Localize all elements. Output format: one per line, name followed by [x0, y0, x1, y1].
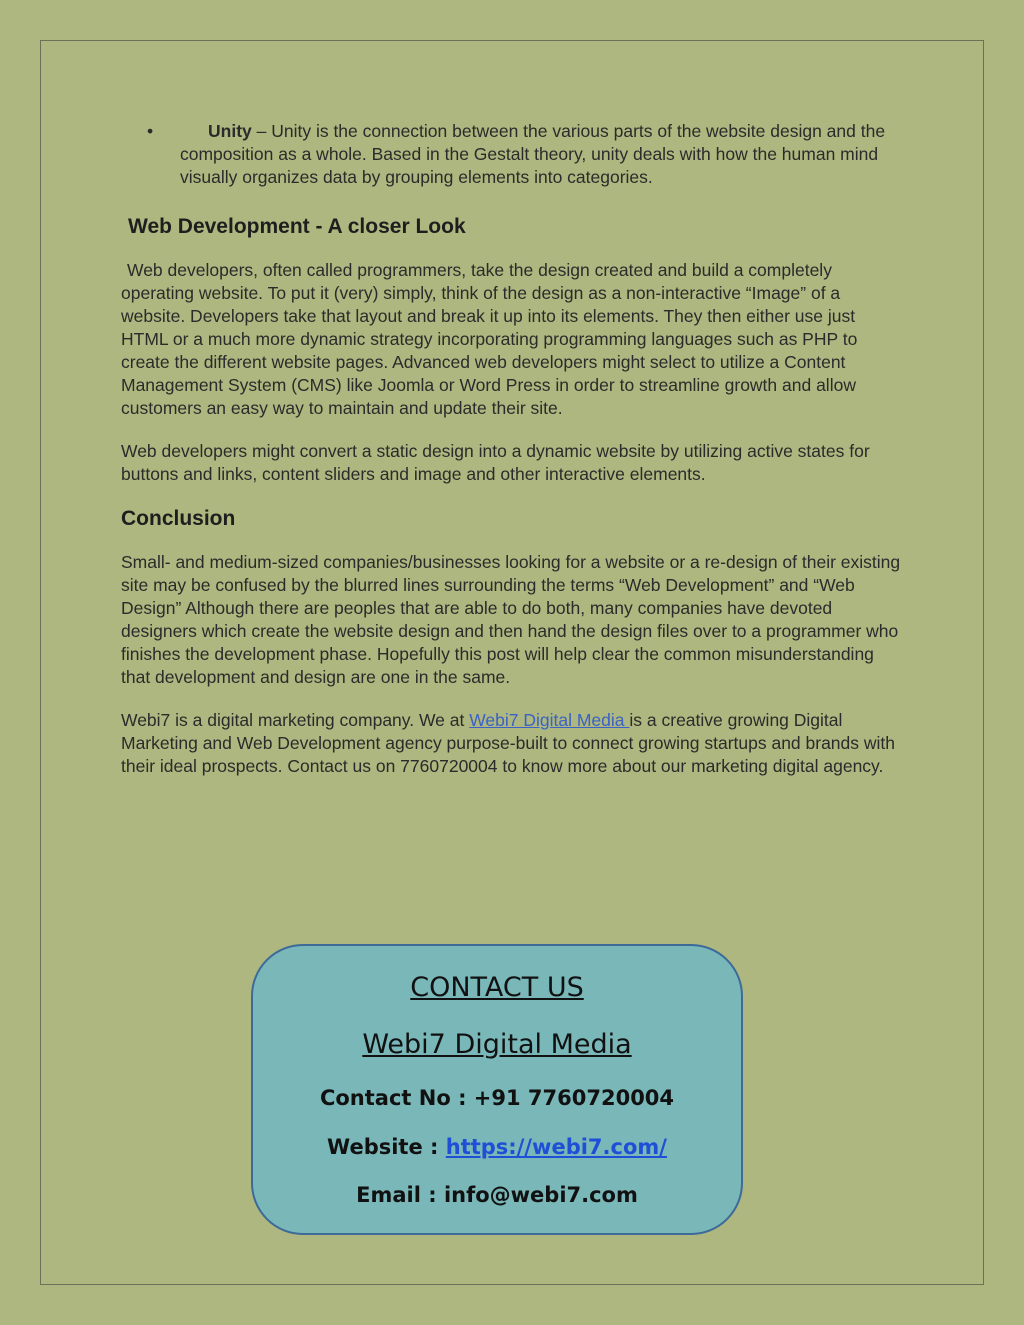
contact-phone-label: Contact No : [319, 1086, 474, 1110]
web-development-paragraph-2: Web developers might convert a static design into a dynamic website by utilizing active states for buttons and links, content sliders and image and other interactive elements. [121, 441, 870, 484]
contact-email-address: info@webi7.com [443, 1183, 638, 1207]
webi7-digital-media-link[interactable]: Webi7 Digital Media [469, 710, 630, 730]
unity-bullet-item [121, 120, 906, 189]
bullet-icon: • [147, 121, 154, 141]
web-development-heading: Web Development - A closer Look [128, 215, 466, 238]
document-content [121, 120, 906, 778]
conclusion-heading: Conclusion [121, 507, 236, 530]
contact-phone-number: +91 7760720004 [473, 1086, 675, 1110]
contact-website-link[interactable]: https://webi7.com/ [445, 1135, 667, 1159]
conclusion-paragraph-2-start: Webi7 is a digital marketing company. We at [121, 710, 470, 730]
conclusion-paragraph-2-end: is a creative growing Digital Marketing and Web Development agency purpose-built to connect growing startups and brands with their ideal prospects. Contact us on 7760720004 to know more about our marketing digital agency. [121, 710, 896, 776]
web-development-paragraph-1: Web developers, often called programmers, take the design created and build a completely operating website. To put it (very) simply, think of the design as a non-interactive “Image” of a website. Developers take that layout and break it up into its elements. They then either use just HTML or a much more dynamic strategy incorporating programming languages such as PHP to create the different website pages. Advanced web developers might select to utilize a Content Management System (CMS) like Joomla or Word Press in order to streamline growth and allow customers an easy way to maintain and update their site. [121, 260, 858, 418]
contact-company-name: Webi7 Digital Media [362, 1029, 632, 1060]
contact-phone [253, 1083, 741, 1113]
unity-term: Unity [208, 121, 252, 141]
contact-website-label: Website : [327, 1135, 446, 1159]
contact-email-label: Email : [356, 1183, 444, 1207]
conclusion-paragraph-2 [121, 709, 906, 778]
unity-text [180, 120, 906, 189]
contact-website [253, 1132, 741, 1162]
contact-email [253, 1180, 741, 1210]
unity-description: – Unity is the connection between the various parts of the website design and the composition as a whole. Based in the Gestalt theory, unity deals with how the human mind visually organizes data by grouping elements into categories. [180, 121, 886, 187]
contact-box [251, 944, 743, 1235]
conclusion-paragraph-1: Small- and medium-sized companies/businesses looking for a website or a re-design of their existing site may be confused by the blurred lines surrounding the terms “Web Development” and “Web Design” Although there are peoples that are able to do both, many companies have devoted designers which create the website design and then hand the design files over to a programmer who finishes the development phase. Hopefully this post will help clear the common misunderstanding that development and design are one in the same. [121, 552, 901, 687]
contact-title: CONTACT US [410, 972, 584, 1003]
